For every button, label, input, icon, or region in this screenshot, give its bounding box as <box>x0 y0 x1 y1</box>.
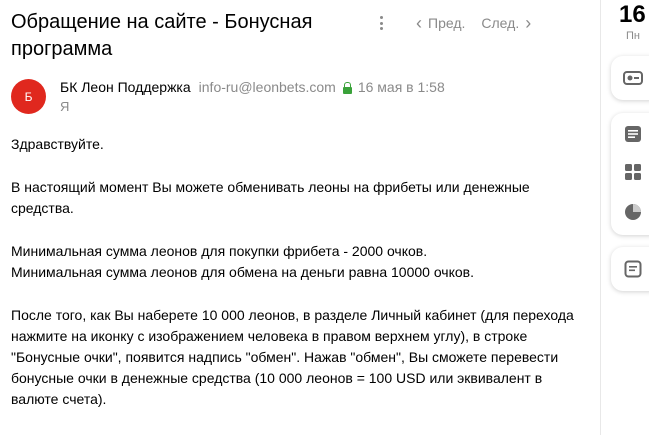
verified-lock-icon <box>343 82 352 94</box>
prev-button[interactable]: Пред. <box>428 15 466 31</box>
recipient[interactable]: Я <box>60 99 70 114</box>
sender-avatar[interactable]: Б <box>11 79 46 114</box>
body-paragraph: Здравствуйте. <box>11 136 104 152</box>
apps-grid-icon[interactable] <box>622 161 644 183</box>
next-button[interactable]: След. <box>481 15 520 31</box>
email-toolbar <box>374 14 531 32</box>
sender-info <box>60 79 445 96</box>
toggle-icon[interactable] <box>622 67 644 89</box>
body-paragraph: В настоящий момент Вы можете обменивать леоны на фрибеты или денежные средства. <box>11 179 530 216</box>
email-body <box>11 134 581 410</box>
right-sidebar <box>600 0 649 435</box>
notes-icon[interactable] <box>622 123 644 145</box>
body-paragraph: Минимальная сумма леонов для обмена на деньги равна 10000 очков. <box>11 264 474 280</box>
calendar-day-number[interactable]: 16 <box>619 1 646 28</box>
more-options-icon[interactable] <box>374 14 388 32</box>
calendar-day-name: Пн <box>626 30 640 42</box>
document-icon[interactable] <box>622 258 644 280</box>
email-subject: Обращение на сайте - Бонусная программа <box>11 11 313 60</box>
email-date: 16 мая в 1:58 <box>357 79 445 95</box>
sender-name[interactable]: БК Леон Поддержка <box>60 79 191 95</box>
pie-chart-icon[interactable] <box>622 201 644 223</box>
body-paragraph: После того, как Вы наберете 10 000 леонов, в разделе Личный кабинет (для перехода нажмите на иконку с изображением человека в правом верхнем углу), в строке "Бонусные очки", появится надпись "обмен". Нажав "обмен", Вы сможете перевести бонусные очки в денежные средства (10 000 леонов = 100 USD или эквивалент в валюте счета). <box>11 307 574 407</box>
sender-email[interactable]: info-ru@leonbets.com <box>198 79 336 95</box>
body-paragraph: Минимальная сумма леонов для покупки фрибета - 2000 очков. <box>11 243 428 259</box>
chevron-right-icon[interactable]: › <box>525 13 532 33</box>
chevron-left-icon[interactable]: ‹ <box>416 13 422 33</box>
